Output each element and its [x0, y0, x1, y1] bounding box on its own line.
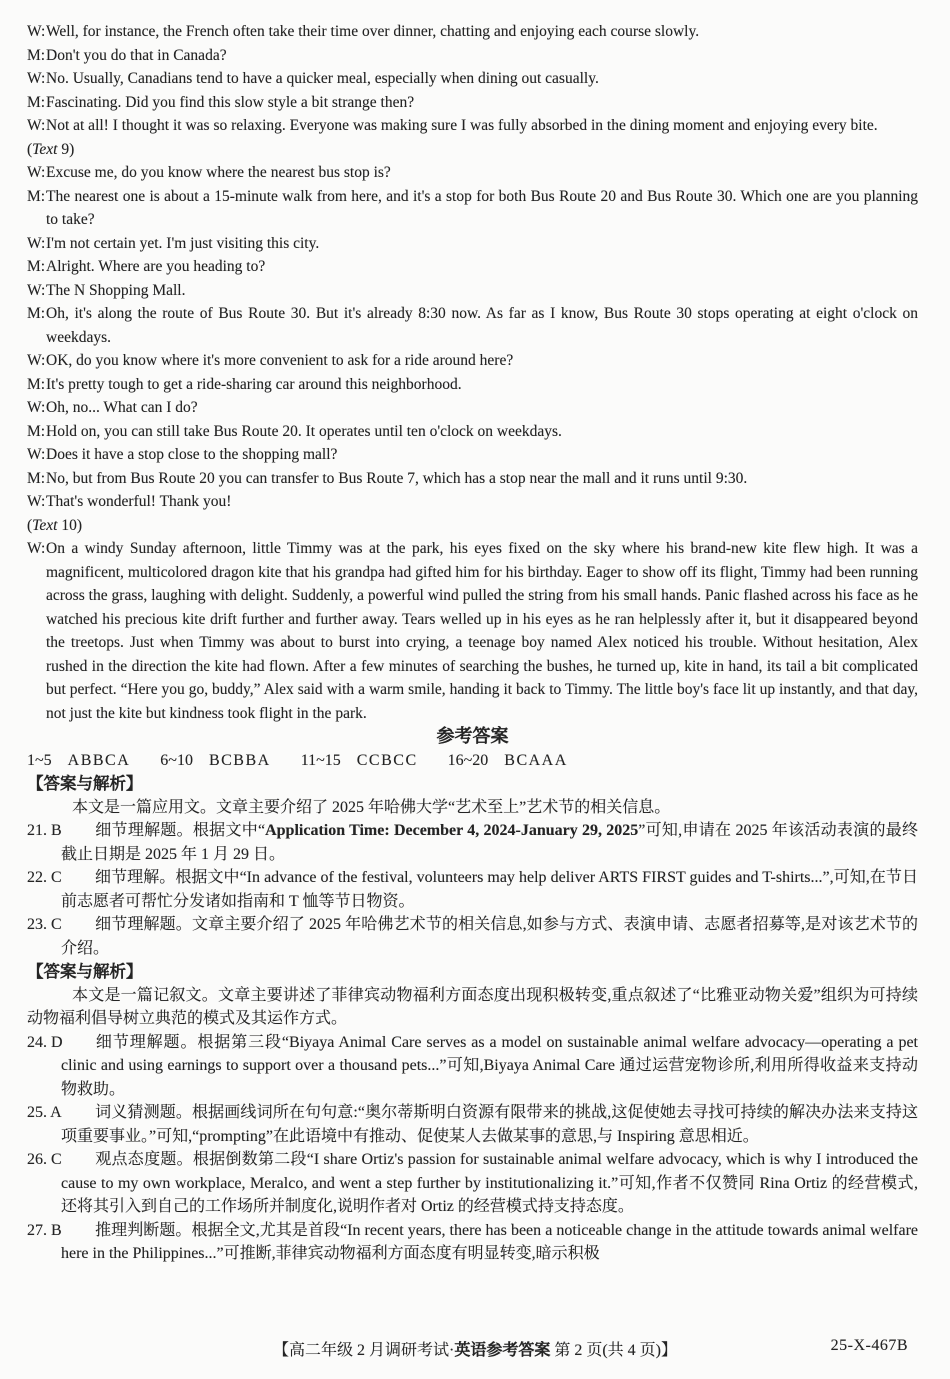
dialogue-line	[27, 420, 918, 444]
speaker-label: W:	[27, 117, 46, 134]
speaker-label: W:	[27, 352, 46, 369]
speaker-label: W:	[27, 164, 46, 181]
marker-word: Text	[32, 516, 58, 534]
speaker-label: M:	[27, 93, 46, 111]
item-text: 细节理解题。文章主要介绍了 2025 年哈佛艺术节的相关信息,如参与方式、表演申请、志愿者招募等,是对该艺术节的介绍。	[61, 916, 918, 957]
item-text: 细节理解。根据文中“In advance of the festival, volunteers may help deliver ARTS FIRST guides and T-shirts...”,可知,在节日前志愿者可帮忙分发诸如指南和 T 恤等节日物资。	[61, 869, 918, 910]
speaker-label: M:	[27, 375, 46, 393]
marker-suffix: 10)	[57, 516, 82, 534]
item-number: 27. B	[27, 1221, 62, 1239]
dialogue-text: No, but from Bus Route 20 you can transfer to Bus Route 7, which has a stop near the mall and it runs until 9:30.	[46, 469, 748, 487]
speaker-label: M:	[27, 46, 46, 64]
answer-range: 6~10	[160, 751, 193, 769]
explanation-item	[27, 1148, 918, 1219]
dialogue-text: Does it have a stop close to the shopping mall?	[46, 446, 338, 463]
dialogue-line	[27, 91, 918, 115]
answer-range: 11~15	[300, 751, 341, 769]
dialogue-text: Fascinating. Did you find this slow style a bit strange then?	[46, 93, 415, 111]
dialogue-text: Not at all! I thought it was so relaxing. Everyone was making sure I was fully absorbed in the dining moment and enjoying every bite.	[46, 117, 878, 134]
footer-title-subject: 英语参考答案	[454, 1342, 551, 1359]
speaker-label: M:	[27, 258, 46, 275]
speaker-label: W:	[27, 70, 46, 87]
speaker-label: M:	[27, 187, 46, 205]
dialogue-text: The N Shopping Mall.	[46, 281, 186, 299]
dialogue-text: Don't you do that in Canada?	[46, 46, 227, 64]
dialogue-line	[27, 114, 918, 138]
marker-prefix: (	[27, 140, 33, 158]
item-number: 22. C	[27, 869, 62, 886]
speaker-label: M:	[27, 422, 46, 440]
explanation-item	[27, 1101, 918, 1148]
dialogue-line	[27, 490, 918, 514]
dialogue-line	[27, 20, 918, 44]
explanation-item	[27, 1031, 918, 1102]
item-text: 词义猜测题。根据画线词所在句句意:“奥尔蒂斯明白资源有限带来的挑战,这促使她去寻找可持续的解决办法来支持这项重要事业。”可知,“prompting”在此语境中有推动、促使某人去做某事的意思,与 Inspiring 意思相近。	[61, 1104, 918, 1145]
footer-title-pre: 【高二年级 2 月调研考试·	[272, 1342, 455, 1359]
item-text: 观点态度题。根据倒数第二段“I share Ortiz's passion for sustainable animal welfare advocacy, which is why I introduced the cause to my own workplace, Meralco, and went a step further by institutionalizing it.”可知,作者不仅赞同 Rina Ortiz 的经营模式,还将其引入到自己的工作场所并制度化,说明作者对 Ortiz 的经营模式持支持态度。	[61, 1151, 918, 1215]
item-text: 细节理解题。根据文中“	[95, 822, 266, 839]
dialogue-text: Oh, no... What can I do?	[46, 399, 198, 416]
answer-key-row	[27, 749, 918, 773]
passage-intro: 本文是一篇应用文。文章主要介绍了 2025 年哈佛大学“艺术至上”艺术节的相关信息。	[72, 798, 671, 816]
item-number: 24. D	[27, 1033, 63, 1051]
speaker-label: W:	[27, 493, 46, 510]
dialogue-text: Hold on, you can still take Bus Route 20. It operates until ten o'clock on weekdays.	[46, 422, 562, 440]
speaker-label: W:	[27, 446, 46, 463]
dialogue-text: No. Usually, Canadians tend to have a quicker meal, especially when dining out casually.	[46, 70, 599, 87]
passage-intro: 本文是一篇记叙文。文章主要讲述了菲律宾动物福利方面态度出现积极转变,重点叙述了“比雅亚动物关爱”组织为可持续动物福利倡导树立典范的模式及其运作方式。	[27, 986, 918, 1027]
footer-title-post: 第 2 页(共 4 页)】	[550, 1342, 678, 1359]
item-number: 26. C	[27, 1151, 62, 1168]
dialogue-text: It's pretty tough to get a ride-sharing car around this neighborhood.	[46, 375, 462, 393]
item-number: 23. C	[27, 916, 62, 933]
dialogue-line	[27, 232, 918, 256]
item-number: 25. A	[27, 1104, 62, 1121]
item-text: ”可知,申请在 2025 年该活动表演的最终截止日期是 2025 年 1 月 29 日。	[61, 822, 918, 863]
reference-answers-heading: 参考答案	[436, 726, 509, 746]
dialogue-line	[27, 255, 918, 279]
dialogue-text: I'm not certain yet. I'm just visiting this city.	[46, 234, 320, 252]
text-marker	[27, 138, 918, 162]
speaker-label: W:	[27, 540, 46, 557]
explanation-item	[27, 913, 918, 960]
speaker-label: M:	[27, 305, 46, 322]
dialogue-line	[27, 44, 918, 68]
dialogue-text: That's wonderful! Thank you!	[46, 493, 232, 510]
dialogue-text: Alright. Where are you heading to?	[46, 258, 266, 275]
marker-word: Text	[32, 140, 58, 158]
dialogue-line	[27, 373, 918, 397]
dialogue-line	[27, 185, 918, 232]
text-marker	[27, 514, 918, 538]
dialogue-text: Oh, it's along the route of Bus Route 30. But it's already 8:30 now. As far as I know, Bus Route 30 stops operating at eight o'clock on weekdays.	[46, 305, 918, 346]
dialogue-text: Excuse me, do you know where the nearest bus stop is?	[46, 164, 391, 181]
speaker-label: W:	[27, 234, 46, 252]
page-footer	[0, 1337, 950, 1360]
footer-title	[273, 1342, 677, 1359]
dialogue-line	[27, 443, 918, 467]
dialogue-line	[27, 302, 918, 349]
speaker-label: W:	[27, 399, 46, 416]
explanation-item	[27, 819, 918, 866]
item-number: 21. B	[27, 822, 62, 839]
dialogue-text: The nearest one is about a 15-minute walk from here, and it's a stop for both Bus Route 20 and Bus Route 30. Which one are you planning to take?	[46, 187, 918, 228]
item-text: 推理判断题。根据全文,尤其是首段“In recent years, there has been a noticeable change in the attitude towards animal welfare here in the Philippines...”可推断,菲律宾动物福利方面态度有明显转变,暗示积极	[61, 1221, 918, 1262]
paper-code: 25-X-467B	[830, 1337, 908, 1354]
dialogue-line	[27, 396, 918, 420]
dialogue-line	[27, 279, 918, 303]
explanation-item	[27, 1219, 918, 1266]
dialogue-line	[27, 467, 918, 491]
analysis-heading: 【答案与解析】	[27, 774, 143, 793]
answer-range: 1~5	[27, 751, 52, 769]
dialogue-text: On a windy Sunday afternoon, little Timmy was at the park, his eyes fixed on the sky where his brand-new kite flew high. It was a magnificent, multicolored dragon kite that his grandpa had gifted him for his birthday. Eager to show off its flight, Timmy had been running across the grass, laughing with delight. Suddenly, a powerful wind pulled the string from his small hands. Panic flashed across his face as he watched his precious kite drift further and further away. Tears welled up in his eyes as he ran helplessly after it, but it disappeared beyond the treetops. Just when Timmy was about to burst into crying, a teenage boy named Alex noticed his trouble. Without hesitation, Alex rushed in the direction the kite had flown. After a few minutes of searching the bushes, he turned up, kite in hand, its tail a bit complicated but perfect. “Here you go, buddy,” Alex said with a warm smile, handing it back to Timmy. The little boy's face lit up instantly, and that day, not just the kite but kindness took flight in the park.	[46, 540, 918, 722]
analysis-heading: 【答案与解析】	[27, 962, 143, 981]
listening-script-section	[27, 20, 918, 725]
speaker-label: W:	[27, 281, 46, 299]
item-text: 细节理解题。根据第三段“Biyaya Animal Care serves as a model on sustainable animal welfare advocacy—operating a pet clinic and using earnings to support over a thousand pets...”可知,Biyaya Animal Care 通过运营宠物诊所,利用所得收益来支持动物救助。	[61, 1033, 918, 1098]
speaker-label: M:	[27, 469, 46, 487]
marker-prefix: (	[27, 516, 33, 534]
dialogue-text: OK, do you know where it's more convenient to ask for a ride around here?	[46, 352, 514, 369]
explanation-item	[27, 866, 918, 913]
item-text-quoted: Application Time: December 4, 2024-January 29, 2025	[265, 822, 639, 839]
dialogue-line	[27, 161, 918, 185]
speaker-label: W:	[27, 23, 46, 40]
dialogue-line	[27, 537, 918, 725]
answer-letters: BCAAA	[504, 751, 568, 769]
dialogue-line	[27, 67, 918, 91]
answer-letters: BCBBA	[208, 751, 271, 769]
dialogue-line	[27, 349, 918, 373]
answer-range: 16~20	[447, 751, 489, 769]
answer-letters: ABBCA	[67, 751, 131, 769]
marker-suffix: 9)	[57, 140, 75, 158]
reference-answers-section	[27, 725, 918, 1266]
answer-letters: CCBCC	[356, 751, 418, 769]
dialogue-text: Well, for instance, the French often take their time over dinner, chatting and enjoying each course slowly.	[46, 23, 700, 40]
